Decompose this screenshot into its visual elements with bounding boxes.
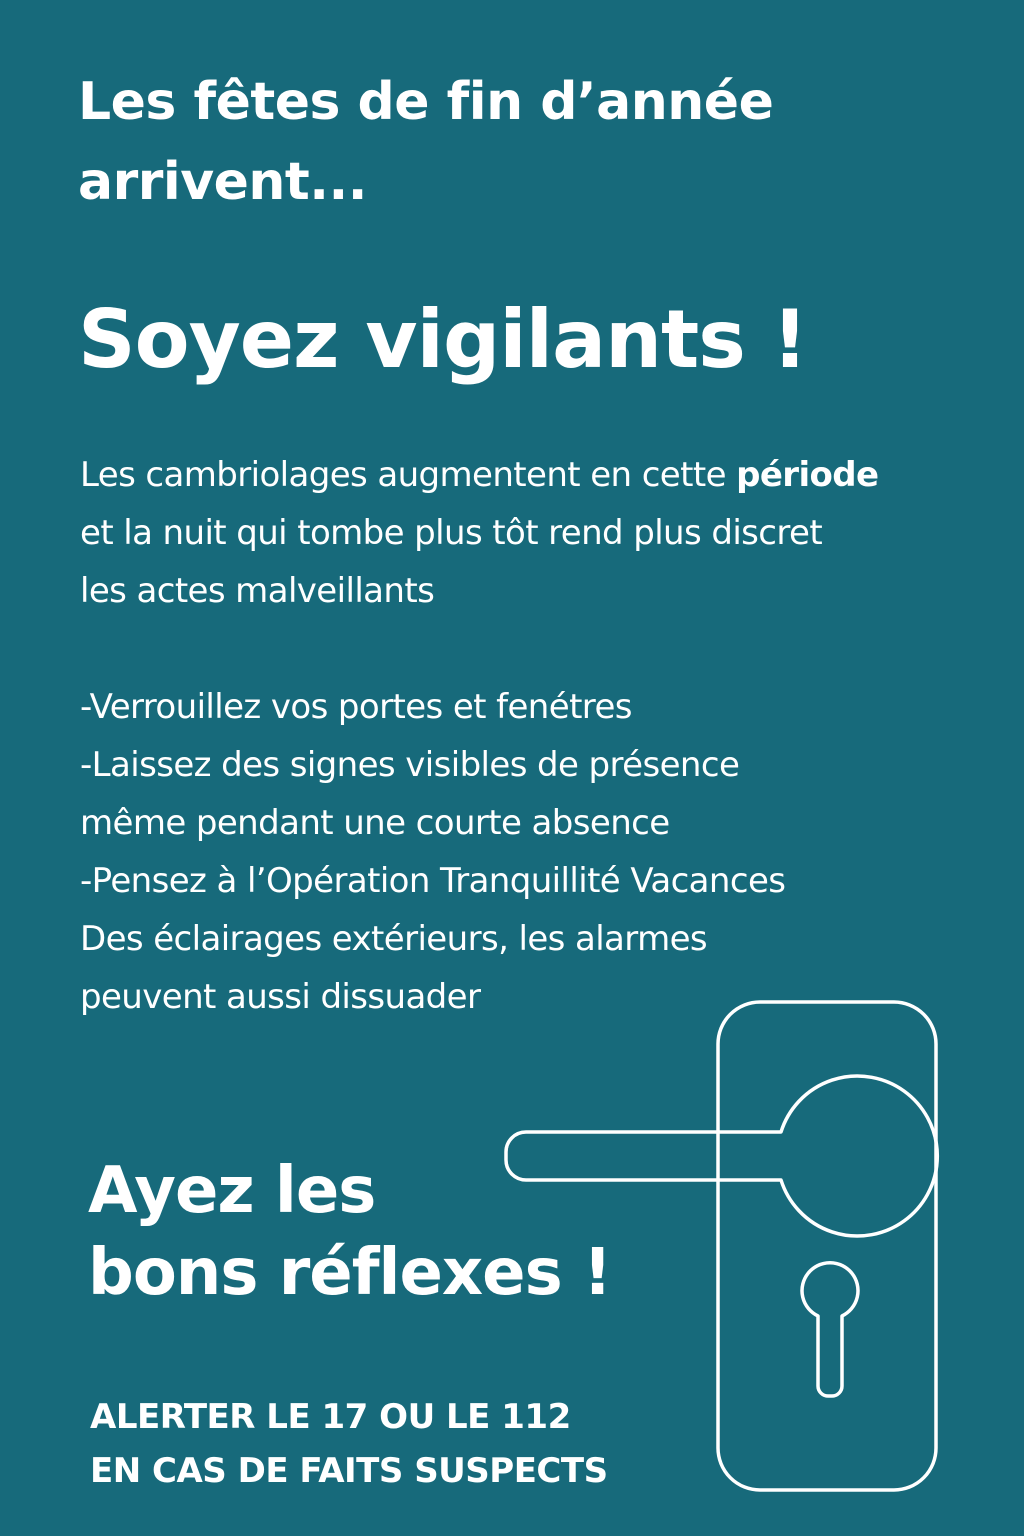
- emergency-alert-line-2: EN CAS DE FAITS SUSPECTS: [90, 1451, 608, 1491]
- emergency-alert-line-1: ALERTER LE 17 OU LE 112: [90, 1397, 571, 1437]
- headline-good-reflexes: [88, 1150, 728, 1314]
- intro-line-3: les actes malveillants: [80, 571, 435, 611]
- keyhole-icon: [802, 1263, 858, 1396]
- advice-line-3: même pendant une courte absence: [80, 803, 670, 843]
- advice-line-1: -Verrouillez vos portes et fenétres: [80, 687, 632, 727]
- intro-line-1-text: Les cambriolages augmentent en cette: [80, 455, 737, 495]
- emergency-alert: [90, 1390, 730, 1498]
- headline-reflexes-line-1: Ayez les: [88, 1154, 376, 1228]
- advice-line-6: peuvent aussi dissuader: [80, 977, 481, 1017]
- headline-holidays-line-1: Les fêtes de fin d’année: [78, 72, 774, 132]
- headline-holidays: [78, 62, 978, 222]
- advice-line-5: Des éclairages extérieurs, les alarmes: [80, 919, 708, 959]
- paragraph-gap: [80, 620, 980, 678]
- headline-be-vigilant: Soyez vigilants !: [78, 293, 808, 386]
- headline-reflexes-line-2: bons réflexes !: [88, 1236, 612, 1310]
- intro-line-2: et la nuit qui tombe plus tôt rend plus discret: [80, 513, 823, 553]
- body-text: [80, 446, 980, 1026]
- intro-line-1: [80, 446, 980, 504]
- door-handle-backplate: [718, 1002, 936, 1490]
- headline-holidays-line-2: arrivent...: [78, 152, 368, 212]
- advice-line-4: -Pensez à l’Opération Tranquillité Vacances: [80, 861, 786, 901]
- intro-line-1-bold: période: [736, 455, 879, 495]
- advice-line-2: -Laissez des signes visibles de présence: [80, 745, 740, 785]
